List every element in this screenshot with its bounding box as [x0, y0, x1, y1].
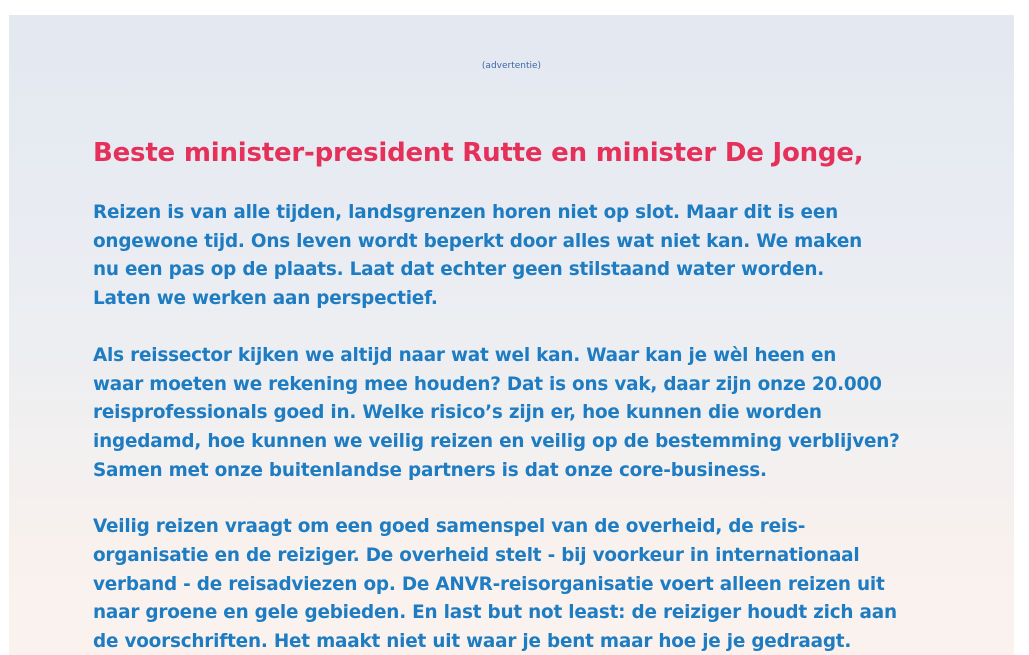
- paragraph-line: ongewone tijd. Ons leven wordt beperkt door alles wat niet kan. We maken: [93, 230, 863, 252]
- advertisement-label: (advertentie): [481, 61, 542, 71]
- paragraph-line: reisprofessionals goed in. Welke risico’s zijn er, hoe kunnen die worden: [93, 402, 822, 424]
- advertisement-page: [9, 15, 1014, 655]
- paragraph-line: nu een pas op de plaats. Laat dat echter geen stilstaand water worden.: [93, 259, 825, 281]
- paragraph-line: Veilig reizen vraagt om een goed samenspel van de overheid, de reis-: [93, 516, 806, 538]
- paragraph-line: ingedamd, hoe kunnen we veilig reizen en veilig op de bestemming verblijven?: [93, 430, 900, 452]
- paragraph-line: naar groene en gele gebieden. En last but not least: de reiziger houdt zich aan: [93, 602, 897, 624]
- paragraph-line: organisatie en de reiziger. De overheid stelt - bij voorkeur in internationaal: [93, 545, 860, 567]
- paragraph-line: Reizen is van alle tijden, landsgrenzen horen niet op slot. Maar dit is een: [93, 202, 838, 223]
- letter-paragraph-3: [93, 513, 953, 655]
- letter-salutation: Beste minister-president Rutte en minister De Jonge,: [93, 138, 864, 168]
- letter-paragraph-2: [93, 342, 953, 486]
- letter-paragraph-1: [93, 199, 953, 314]
- paragraph-line: waar moeten we rekening mee houden? Dat is ons vak, daar zijn onze 20.000: [93, 373, 882, 395]
- paragraph-line: Samen met onze buitenlandse partners is dat onze core-business.: [93, 459, 767, 481]
- open-letter: [93, 133, 953, 655]
- paragraph-line: de voorschriften. Het maakt niet uit waar je bent maar hoe je je gedraagt.: [93, 631, 852, 653]
- paragraph-line: verband - de reisadviezen op. De ANVR-reisorganisatie voert alleen reizen uit: [93, 573, 885, 595]
- paragraph-line: Als reissector kijken we altijd naar wat wel kan. Waar kan je wèl heen en: [93, 344, 837, 366]
- paragraph-line: Laten we werken aan perspectief.: [93, 288, 438, 310]
